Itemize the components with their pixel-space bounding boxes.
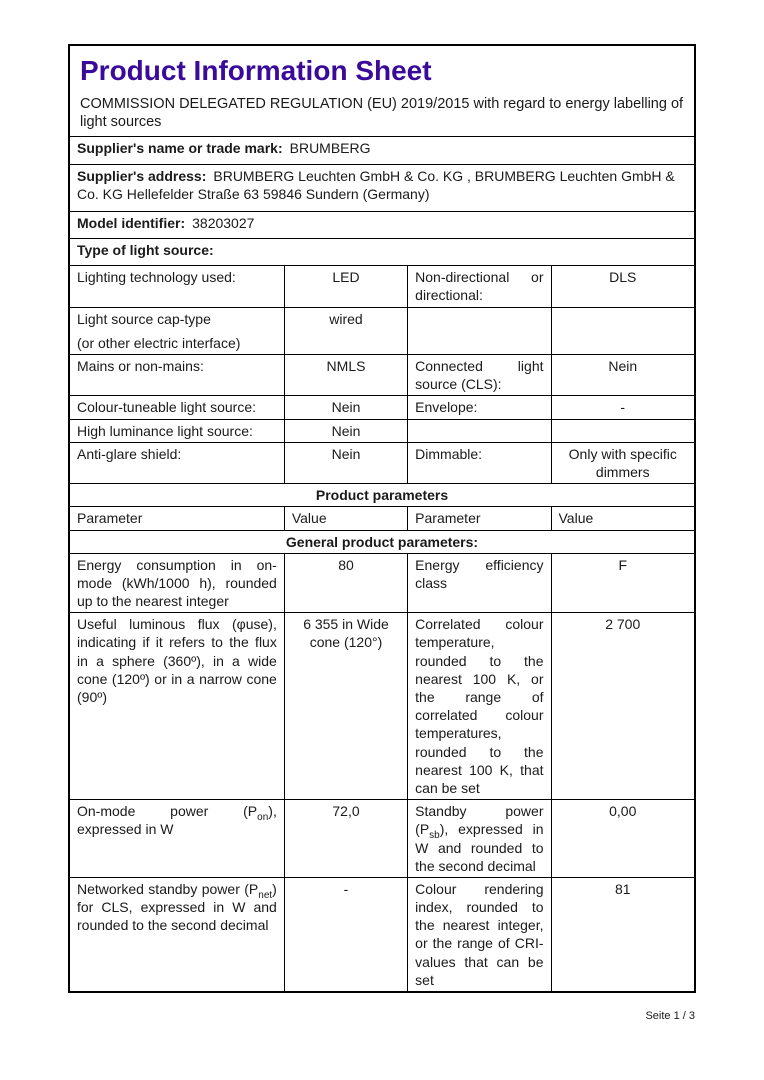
param-label: Networked standby power $(P_{net})$ for CLS, expressed in W and rounded to the second decimal [69, 877, 284, 992]
table-row [69, 800, 695, 878]
param-label: Useful luminous flux (φuse), indicating if it refers to the flux in a sphere (360º), in a wide cone (120º) or in a narrow cone (90º) [69, 613, 284, 800]
model-identifier-value: 38203027 [192, 215, 255, 232]
param-value: NMLS [284, 355, 407, 396]
model-identifier-row [69, 212, 695, 239]
param-value: Nein [284, 396, 407, 419]
param-label: On-mode power $(P_{on})$, expressed in W [69, 800, 284, 878]
param-label: Lighting technology used: [69, 266, 284, 307]
column-header: Value [551, 507, 695, 530]
column-header-row [69, 507, 695, 530]
param-value: 0,00 [551, 800, 695, 878]
table-row [69, 355, 695, 396]
regulation-text: COMMISSION DELEGATED REGULATION (EU) 2019/2015 with regard to energy labelling of light sources [80, 95, 684, 131]
supplier-name-row [69, 137, 695, 165]
param-value: 80 [284, 553, 407, 613]
supplier-address-label: Supplier's address: [77, 168, 207, 185]
page-title: Product Information Sheet [80, 55, 432, 86]
supplier-address-value: BRUMBERG Leuchten GmbH & Co. KG , BRUMBERG Leuchten GmbH & Co. KG Hellefelder Straße 63 59846 Sundern (Germany) [77, 168, 675, 203]
param-label: Dimmable: [408, 442, 551, 483]
general-product-parameters-heading: General product parameters: [69, 530, 695, 553]
param-value: wired [284, 307, 407, 354]
param-label [408, 419, 551, 442]
param-value: Nein [284, 419, 407, 442]
param-label: Correlated colour temperature, rounded to the nearest 100 K, or the range of correlated colour temperatures, rounded to the nearest 100 K, that can be set [408, 613, 551, 800]
column-header: Parameter [408, 507, 551, 530]
param-value: - [284, 877, 407, 992]
table-row [69, 877, 695, 992]
table-row [69, 396, 695, 419]
supplier-name-value: BRUMBERG [289, 140, 371, 157]
column-header: Parameter [69, 507, 284, 530]
model-identifier-label: Model identifier: [77, 215, 186, 232]
param-value: Nein [284, 442, 407, 483]
param-value: 2 700 [551, 613, 695, 800]
page-number: Seite 1 / 3 [645, 1010, 695, 1022]
table-row [69, 419, 695, 442]
param-value: 72,0 [284, 800, 407, 878]
column-header: Value [284, 507, 407, 530]
table-row [69, 613, 695, 800]
param-label: Mains or non-mains: [69, 355, 284, 396]
title-block [69, 45, 695, 137]
param-label: Energy efficiency class [408, 553, 551, 613]
param-label [408, 307, 551, 354]
param-value: 6 355 in Wide cone (120°) [284, 613, 407, 800]
param-label: Connected light source (CLS): [408, 355, 551, 396]
param-value: Nein [551, 355, 695, 396]
supplier-address-row [69, 165, 695, 212]
param-value: LED [284, 266, 407, 307]
table-row [69, 553, 695, 613]
param-label: Envelope: [408, 396, 551, 419]
table-row [69, 266, 695, 307]
param-label: Colour-tuneable light source: [69, 396, 284, 419]
param-label: Non-directional or directional: [408, 266, 551, 307]
param-label: Colour rendering index, rounded to the nearest integer, or the range of CRI-values that can be set [408, 877, 551, 992]
param-value: 81 [551, 877, 695, 992]
param-value [551, 307, 695, 354]
param-value: - [551, 396, 695, 419]
param-value [551, 419, 695, 442]
param-label: Anti-glare shield: [69, 442, 284, 483]
supplier-name-label: Supplier's name or trade mark: [77, 140, 283, 157]
param-value: F [551, 553, 695, 613]
param-label: Energy consumption in on-mode (kWh/1000 h), rounded up to the nearest integer [69, 553, 284, 613]
table-row [69, 307, 695, 354]
type-of-light-source-heading: Type of light source: [69, 239, 695, 266]
param-value: DLS [551, 266, 695, 307]
product-parameters-heading: Product parameters [69, 484, 695, 507]
param-label: Light source cap-type (or other electric interface) [69, 307, 284, 354]
product-info-table [68, 44, 696, 993]
param-label: High luminance light source: [69, 419, 284, 442]
table-row [69, 442, 695, 483]
param-label: Standby power $(P_{sb})$, expressed in W and rounded to the second decimal [408, 800, 551, 878]
param-value: Only with specific dimmers [551, 442, 695, 483]
